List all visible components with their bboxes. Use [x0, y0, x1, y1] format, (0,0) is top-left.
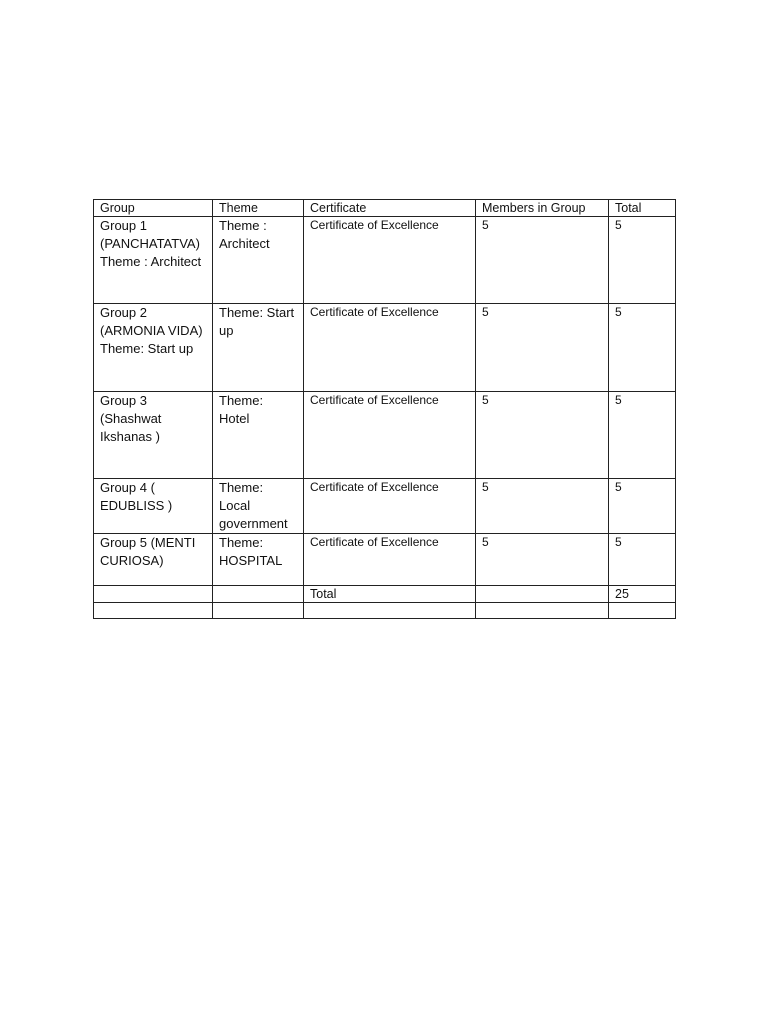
theme-cell: Theme: Local government: [213, 479, 304, 534]
summary-label: Total: [304, 586, 476, 603]
members-cell: 5: [476, 534, 609, 586]
table-row: [94, 392, 676, 479]
theme-cell: Theme: Start up: [213, 304, 304, 392]
table-row: [94, 479, 676, 534]
blank-row: [94, 603, 676, 619]
certificate-cell: Certificate of Excellence: [304, 534, 476, 586]
empty-cell: [304, 603, 476, 619]
members-cell: 5: [476, 217, 609, 304]
table-header-row: [94, 200, 676, 217]
header-theme: Theme: [213, 200, 304, 217]
table-row: [94, 217, 676, 304]
total-cell: 5: [609, 479, 676, 534]
members-cell: 5: [476, 304, 609, 392]
header-total: Total: [609, 200, 676, 217]
empty-cell: [213, 603, 304, 619]
header-group: Group: [94, 200, 213, 217]
header-members: Members in Group: [476, 200, 609, 217]
theme-cell: Theme : Architect: [213, 217, 304, 304]
certificate-cell: Certificate of Excellence: [304, 479, 476, 534]
empty-cell: [94, 603, 213, 619]
members-cell: 5: [476, 479, 609, 534]
group-cell: Group 4 ( EDUBLISS ): [94, 479, 213, 534]
group-cell: Group 5 (MENTI CURIOSA): [94, 534, 213, 586]
members-cell: 5: [476, 392, 609, 479]
table-row: [94, 304, 676, 392]
empty-cell: [476, 603, 609, 619]
total-cell: 5: [609, 217, 676, 304]
theme-cell: Theme: Hotel: [213, 392, 304, 479]
summary-value: 25: [609, 586, 676, 603]
group-cell: Group 1 (PANCHATATVA) Theme : Architect: [94, 217, 213, 304]
empty-cell: [213, 586, 304, 603]
group-certificate-table: [93, 199, 676, 619]
summary-row: [94, 586, 676, 603]
theme-cell: Theme: HOSPITAL: [213, 534, 304, 586]
total-cell: 5: [609, 392, 676, 479]
group-cell: Group 3 (Shashwat Ikshanas ): [94, 392, 213, 479]
certificate-cell: Certificate of Excellence: [304, 217, 476, 304]
empty-cell: [94, 586, 213, 603]
table-row: [94, 534, 676, 586]
empty-cell: [476, 586, 609, 603]
total-cell: 5: [609, 534, 676, 586]
header-certificate: Certificate: [304, 200, 476, 217]
empty-cell: [609, 603, 676, 619]
group-cell: Group 2 (ARMONIA VIDA) Theme: Start up: [94, 304, 213, 392]
total-cell: 5: [609, 304, 676, 392]
certificate-cell: Certificate of Excellence: [304, 304, 476, 392]
certificate-cell: Certificate of Excellence: [304, 392, 476, 479]
